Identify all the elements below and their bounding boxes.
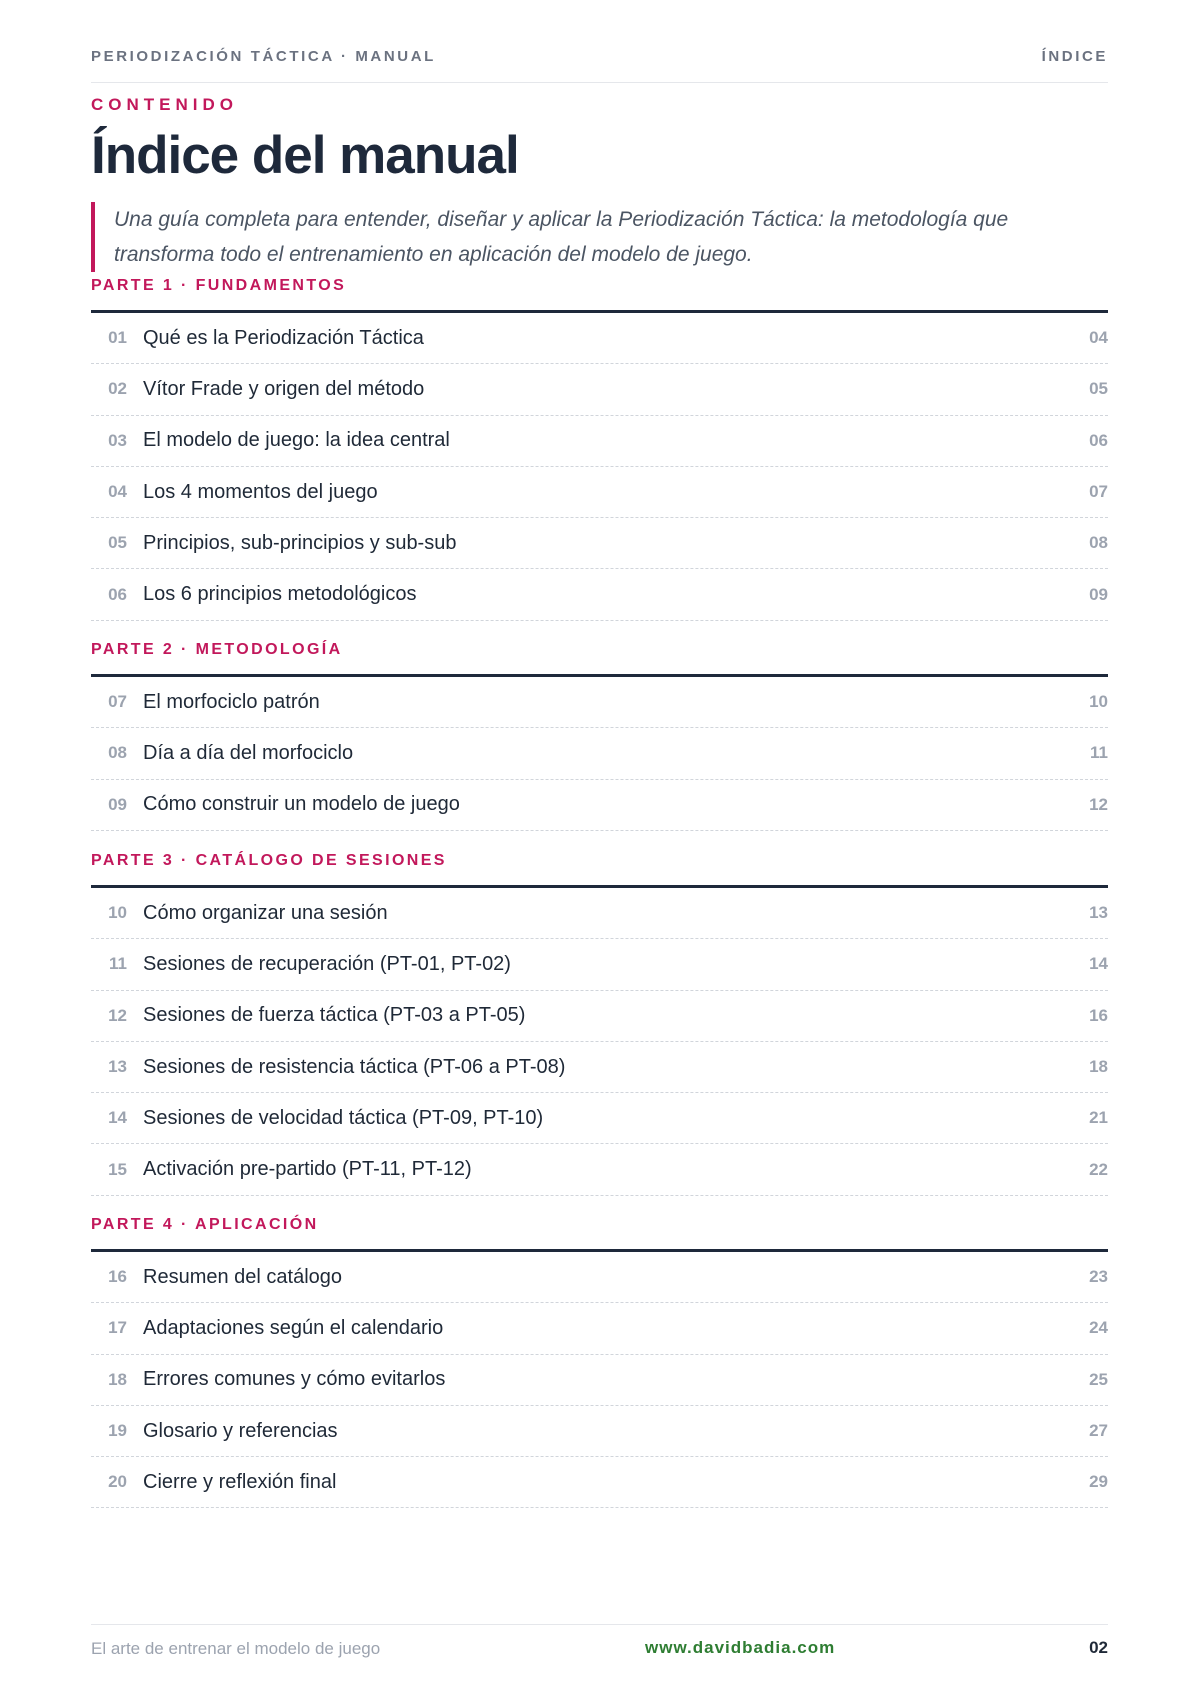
entry-title: Sesiones de fuerza táctica (PT-03 a PT-05) <box>143 1004 526 1027</box>
manual-page <box>91 0 1108 1683</box>
header-divider <box>91 82 1108 83</box>
entry-title: Cómo construir un modelo de juego <box>143 793 460 816</box>
entry-page: 27 <box>1089 1421 1108 1441</box>
entry-title: Los 6 principios metodológicos <box>143 583 417 606</box>
entry-number: 08 <box>108 743 127 763</box>
toc-entry[interactable] <box>91 780 1108 831</box>
entry-number: 19 <box>108 1421 127 1441</box>
toc-entry[interactable] <box>91 677 1108 728</box>
part-title: PARTE 3 · CATÁLOGO DE SESIONES <box>91 852 447 869</box>
entry-title: Principios, sub-principios y sub-sub <box>143 531 457 554</box>
toc-entry[interactable] <box>91 364 1108 415</box>
part-title: PARTE 2 · METODOLOGÍA <box>91 641 343 658</box>
entry-title: Cierre y reflexión final <box>143 1470 337 1493</box>
entry-number: 09 <box>108 794 127 814</box>
entry-page: 05 <box>1089 379 1108 399</box>
entry-page: 29 <box>1089 1472 1108 1492</box>
footer-divider <box>91 1624 1108 1625</box>
entry-page: 14 <box>1089 954 1108 974</box>
toc-entry[interactable] <box>91 467 1108 518</box>
toc-part-1 <box>91 274 1108 621</box>
entry-title: Sesiones de velocidad táctica (PT-09, PT-10) <box>143 1106 544 1129</box>
toc-entry[interactable] <box>91 1042 1108 1093</box>
entry-number: 02 <box>108 379 127 399</box>
entry-page: 09 <box>1089 584 1108 604</box>
entry-number: 07 <box>108 692 127 712</box>
entry-number: 13 <box>108 1057 127 1077</box>
page-title: Índice del manual <box>91 126 519 185</box>
toc-entry[interactable] <box>91 1093 1108 1144</box>
entry-number: 04 <box>108 482 127 502</box>
entry-title: Adaptaciones según el calendario <box>143 1316 444 1339</box>
entry-number: 20 <box>108 1472 127 1492</box>
entry-page: 23 <box>1089 1267 1108 1287</box>
entry-page: 08 <box>1089 533 1108 553</box>
entry-number: 14 <box>108 1108 127 1128</box>
footer-tagline: El arte de entrenar el modelo de juego <box>91 1639 381 1658</box>
entry-number: 15 <box>108 1159 127 1179</box>
entry-title: El morfociclo patrón <box>143 690 320 713</box>
toc-entry[interactable] <box>91 888 1108 939</box>
entry-page: 10 <box>1089 692 1108 712</box>
running-header-title: PERIODIZACIÓN TÁCTICA · MANUAL <box>91 48 436 65</box>
entry-title: Día a día del morfociclo <box>143 741 354 764</box>
page-number: 02 <box>1089 1638 1108 1657</box>
toc-entry[interactable] <box>91 728 1108 779</box>
entry-number: 16 <box>108 1267 127 1287</box>
entry-number: 12 <box>108 1005 127 1025</box>
entry-title: Activación pre-partido (PT-11, PT-12) <box>143 1158 472 1181</box>
entry-page: 24 <box>1089 1318 1108 1338</box>
toc-entry[interactable] <box>91 569 1108 620</box>
entry-page: 07 <box>1089 482 1108 502</box>
entry-page: 25 <box>1089 1369 1108 1389</box>
entry-title: Sesiones de resistencia táctica (PT-06 a PT-08) <box>143 1055 566 1078</box>
entry-title: Glosario y referencias <box>143 1419 338 1442</box>
entry-title: Los 4 momentos del juego <box>143 480 378 503</box>
toc-part-4 <box>91 1213 1108 1508</box>
entry-page: 06 <box>1089 430 1108 450</box>
entry-number: 03 <box>108 430 127 450</box>
entry-title: Sesiones de recuperación (PT-01, PT-02) <box>143 952 511 975</box>
toc-part-2 <box>91 638 1108 831</box>
entry-title: Vítor Frade y origen del método <box>143 377 425 400</box>
toc-entry[interactable] <box>91 1406 1108 1457</box>
entry-page: 16 <box>1089 1005 1108 1025</box>
entry-number: 11 <box>109 954 127 974</box>
entry-page: 12 <box>1089 794 1108 814</box>
toc-entry[interactable] <box>91 991 1108 1042</box>
entry-number: 10 <box>108 903 127 923</box>
lead-paragraph: Una guía completa para entender, diseñar y aplicar la Periodización Táctica: la metodología que transforma todo el entrenamiento en aplicación del modelo de juego. <box>91 202 1108 272</box>
entry-page: 18 <box>1089 1057 1108 1077</box>
entry-number: 17 <box>108 1318 127 1338</box>
entry-page: 11 <box>1090 743 1108 763</box>
toc-entry[interactable] <box>91 1252 1108 1303</box>
entry-number: 06 <box>108 584 127 604</box>
part-title: PARTE 1 · FUNDAMENTOS <box>91 277 347 294</box>
entry-number: 18 <box>108 1369 127 1389</box>
entry-page: 21 <box>1089 1108 1108 1128</box>
entry-page: 04 <box>1089 328 1108 348</box>
entry-page: 22 <box>1089 1159 1108 1179</box>
entry-number: 01 <box>108 328 127 348</box>
entry-title: Qué es la Periodización Táctica <box>143 326 424 349</box>
running-header-section: ÍNDICE <box>1041 48 1108 65</box>
toc-entry[interactable] <box>91 939 1108 990</box>
toc-entry[interactable] <box>91 1144 1108 1195</box>
running-header <box>91 48 1108 65</box>
entry-page: 13 <box>1089 903 1108 923</box>
section-eyebrow: CONTENIDO <box>91 95 238 114</box>
entry-title: Errores comunes y cómo evitarlos <box>143 1368 446 1391</box>
toc-entry[interactable] <box>91 1303 1108 1354</box>
toc-entry[interactable] <box>91 313 1108 364</box>
entry-title: El modelo de juego: la idea central <box>143 429 450 452</box>
footer-website-link[interactable]: www.davidbadia.com <box>645 1638 836 1657</box>
entry-title: Cómo organizar una sesión <box>143 901 388 924</box>
part-title: PARTE 4 · APLICACIÓN <box>91 1216 319 1233</box>
page-footer <box>91 1637 1108 1661</box>
toc-entry[interactable] <box>91 518 1108 569</box>
toc-entry[interactable] <box>91 1457 1108 1508</box>
toc-entry[interactable] <box>91 1355 1108 1406</box>
entry-number: 05 <box>108 533 127 553</box>
toc-entry[interactable] <box>91 416 1108 467</box>
toc-part-3 <box>91 849 1108 1196</box>
entry-title: Resumen del catálogo <box>143 1265 343 1288</box>
